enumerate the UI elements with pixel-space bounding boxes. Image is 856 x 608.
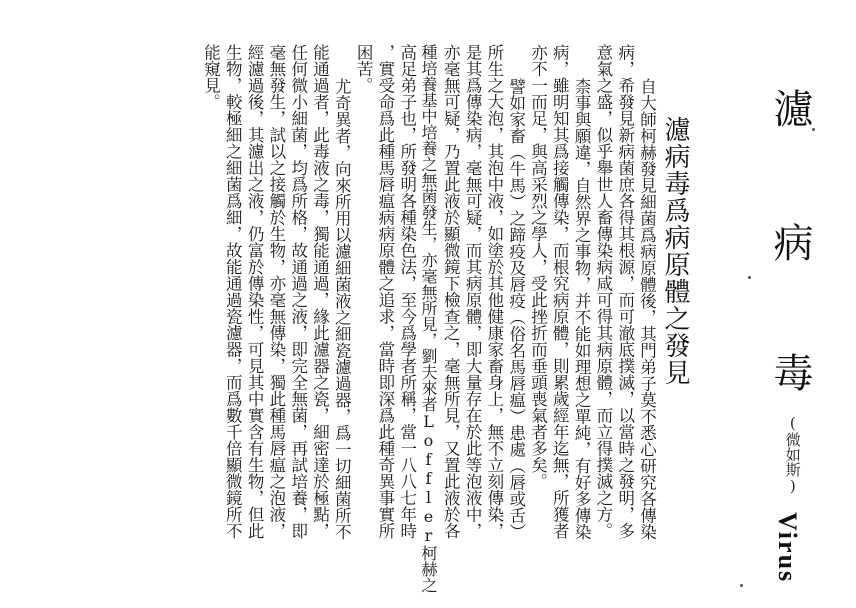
body-column: 任何微小細菌，均爲所格，故通過之液，即完全無菌，再試培養，即 <box>288 44 308 539</box>
title-char-3: 毒 <box>767 352 813 392</box>
body-column: 亦不一而足，與高采烈之學人，受此挫折而垂頭喪氣者多矣。 <box>528 44 548 490</box>
body-column: 種培養基中培養之無菌發生，亦毫無所見，劉夫來者Loffler柯赫之 <box>419 44 438 593</box>
title-reading: (微如斯) <box>783 414 802 495</box>
scan-speck <box>748 276 751 279</box>
body-column: 生物，較極細之細菌爲細，故能通過瓷濾器，而爲數千倍顯微鏡所不 <box>223 44 243 539</box>
body-column: 困苦。 <box>354 44 374 94</box>
body-column: 病，希發見新病菌庶各得其根源，而可澈底撲滅，以當時之發明，多 <box>615 44 635 539</box>
body-column: 能窺見。 <box>201 44 221 110</box>
body-column: 經濾過後，其濾出之液，仍富於傳染性，可見其中實含有生物，但此 <box>245 44 265 539</box>
body-column: 尤奇異者，向來所用以濾細菌液之細瓷濾過器，爲一切細菌所不 <box>332 78 352 540</box>
body-column: 所生之大泡，其泡中液，如塗於其他健康家畜身上，無不立刻傳染， <box>484 44 504 539</box>
body-column: 亦毫無可疑，乃置此液於顯微鏡下檢查之，毫無所見，又置此液於各 <box>441 44 461 539</box>
title-char-1: 濾 <box>767 88 813 128</box>
body-column: 柰事與願違，自然界之事物，并不能如理想之單純，有好多傳染 <box>572 78 592 540</box>
body-column: 病，雖明知其爲接觸傳染，而根究病原體，則累歲經年迄無，所獲者 <box>550 44 570 539</box>
body-column: 毫無發生，試以之接觸於生物，亦毫無傳染，獨此種馬唇瘟之泡液， <box>266 44 286 539</box>
title-char-2: 病 <box>767 222 813 262</box>
scan-speck <box>740 584 743 587</box>
body-column: 是其爲傳染病，毫無可疑，而其病原體，即大量存在於此等泡液中， <box>463 44 483 539</box>
scan-speck <box>812 128 815 131</box>
body-column: 能通過者，此毒液之毒，獨能通過，緣此濾器之瓷，細密達於極點， <box>310 44 330 539</box>
body-column: 自大師柯赫發見細菌爲病原體後，其門弟子莫不悉心研究各傳染 <box>637 78 657 540</box>
body-column: 譬如家畜（牛馬）之蹄疫及唇疫（俗名馬唇瘟）患處（唇或舌） <box>506 78 526 540</box>
body-column: 高足弟子也，所發明各種染色法，至今爲學者所稱，當一八八七年時 <box>397 44 417 539</box>
body-column: ，實受命爲此種馬唇瘟病病原體之追求，當時即深爲此種奇異事實所 <box>375 44 395 539</box>
title-latin: Virus <box>773 512 802 584</box>
section-subtitle: 濾病毒爲病原體之發見 <box>660 116 690 386</box>
body-column: 意氣之盛，似乎舉世人畜傳染病咸可得其病原體，而立得撲滅之方。 <box>593 44 613 539</box>
